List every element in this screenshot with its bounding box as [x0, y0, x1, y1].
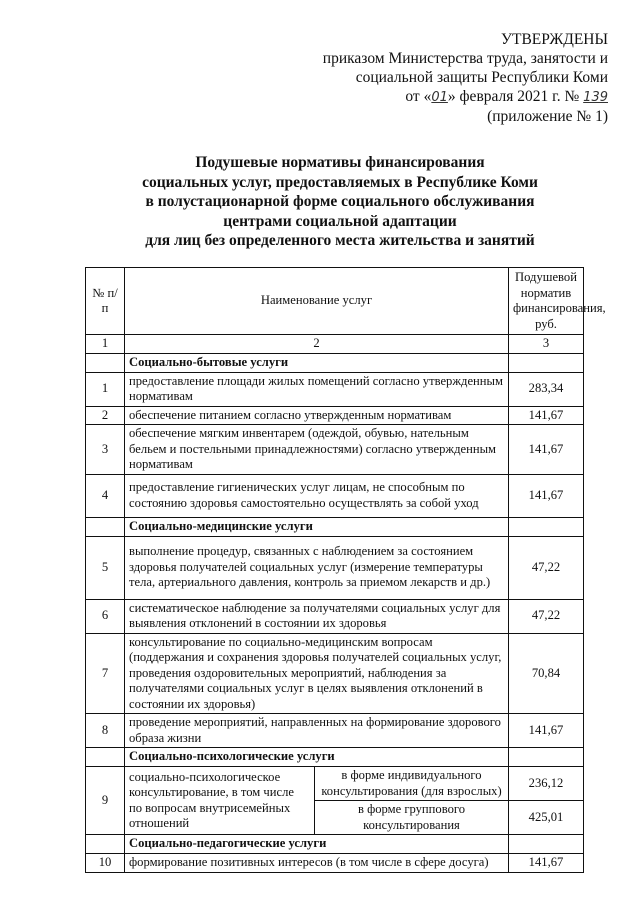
title-line-4: центрами социальной адаптации — [223, 212, 457, 230]
row-number: 5 — [86, 536, 125, 599]
norm-value: 236,12 — [509, 767, 584, 801]
table-row — [86, 599, 584, 633]
service-form: в форме индивидуального консультирования (для взрослых) — [315, 767, 509, 801]
approval-annex: (приложение № 1) — [487, 108, 608, 125]
table-row — [86, 767, 584, 801]
service-name: предоставление гигиенических услуг лицам, не способным по состоянию здоровья самостоятельно осуществлять за собой уход — [125, 474, 509, 517]
norm-value: 283,34 — [509, 372, 584, 406]
table-header-row — [86, 268, 584, 335]
table-row — [86, 714, 584, 748]
service-name: предоставление площади жилых помещений согласно утвержденным нормативам — [125, 372, 509, 406]
title-line-3: в полустационарной форме социального обслуживания — [145, 193, 535, 210]
norm-value: 70,84 — [509, 633, 584, 714]
row-number: 9 — [86, 767, 125, 835]
section-row — [86, 748, 584, 767]
order-number: 139 — [583, 90, 608, 105]
header-value: Подушевой норматив финансирования, руб. — [509, 268, 584, 335]
section-row — [86, 835, 584, 854]
row-number: 2 — [86, 406, 125, 425]
service-name: выполнение процедур, связанных с наблюдением за состоянием здоровья получателей социальных услуг (измерение температуры тела, артериального давления, контроль за приемом лекарств и др.) — [125, 536, 509, 599]
document-title — [100, 153, 580, 251]
norm-value: 141,67 — [509, 474, 584, 517]
table-row — [86, 372, 584, 406]
date-mid: » февраля 2021 г. № — [447, 88, 580, 105]
header-num: № п/п — [86, 268, 125, 335]
section-title: Социально-бытовые услуги — [125, 353, 509, 372]
table-row — [86, 474, 584, 517]
row-number: 10 — [86, 854, 125, 873]
column-index: 1 — [86, 335, 125, 354]
approval-line-1: приказом Министерства труда, занятости и — [322, 50, 608, 67]
column-index: 3 — [509, 335, 584, 354]
service-name: социально-психологическое консультирование, в том числе по вопросам внутрисемейных отношений — [125, 767, 315, 835]
norm-value: 141,67 — [509, 425, 584, 475]
table-row — [86, 536, 584, 599]
date-prefix: от « — [405, 88, 432, 105]
norm-value: 141,67 — [509, 714, 584, 748]
section-row — [86, 353, 584, 372]
approval-block — [278, 30, 608, 126]
service-name: проведение мероприятий, направленных на формирование здорового образа жизни — [125, 714, 509, 748]
norms-table — [85, 267, 606, 873]
row-number: 4 — [86, 474, 125, 517]
norm-value: 141,67 — [509, 854, 584, 873]
table-row — [86, 633, 584, 714]
service-name: систематическое наблюдение за получателями социальных услуг для выявления отклонений в состоянии их здоровья — [125, 599, 509, 633]
row-number: 1 — [86, 372, 125, 406]
header-name: Наименование услуг — [125, 268, 509, 335]
section-title: Социально-медицинские услуги — [125, 517, 509, 536]
row-number: 6 — [86, 599, 125, 633]
table-row — [86, 425, 584, 475]
approval-date-line — [278, 87, 608, 107]
table-row — [86, 406, 584, 425]
service-name: консультирование по социально-медицинским вопросам (поддержания и сохранения здоровья получателей социальных услуг, проведения оздоровительных мероприятий, наблюдения за получателями социальных услуг в целях выявления отклонений в состоянии их здоровья) — [125, 633, 509, 714]
norm-value: 47,22 — [509, 599, 584, 633]
norm-value: 141,67 — [509, 406, 584, 425]
approval-heading: УТВЕРЖДЕНЫ — [501, 31, 608, 48]
service-name: обеспечение мягким инвентарем (одеждой, обувью, нательным бельем и постельными принадлежностями) согласно утвержденным нормативам — [125, 425, 509, 475]
row-number: 3 — [86, 425, 125, 475]
approval-line-2: социальной защиты Республики Коми — [355, 69, 608, 86]
service-name: обеспечение питанием согласно утвержденным нормативам — [125, 406, 509, 425]
row-number: 8 — [86, 714, 125, 748]
column-index-row — [86, 335, 584, 354]
norm-value: 47,22 — [509, 536, 584, 599]
service-name: формирование позитивных интересов (в том числе в сфере досуга) — [125, 854, 509, 873]
service-form: в форме группового консультирования — [315, 801, 509, 835]
section-row — [86, 517, 584, 536]
row-number: 7 — [86, 633, 125, 714]
title-line-1: Подушевые нормативы финансирования — [195, 154, 485, 171]
section-title: Социально-педагогические услуги — [125, 835, 509, 854]
title-line-2: социальных услуг, предоставляемых в Республике Коми — [142, 173, 538, 191]
table-row — [86, 854, 584, 873]
column-index: 2 — [125, 335, 509, 354]
title-line-5: для лиц без определенного места жительства и занятий — [145, 232, 535, 249]
date-day: 01 — [431, 90, 448, 105]
section-title: Социально-психологические услуги — [125, 748, 509, 767]
norm-value: 425,01 — [509, 801, 584, 835]
